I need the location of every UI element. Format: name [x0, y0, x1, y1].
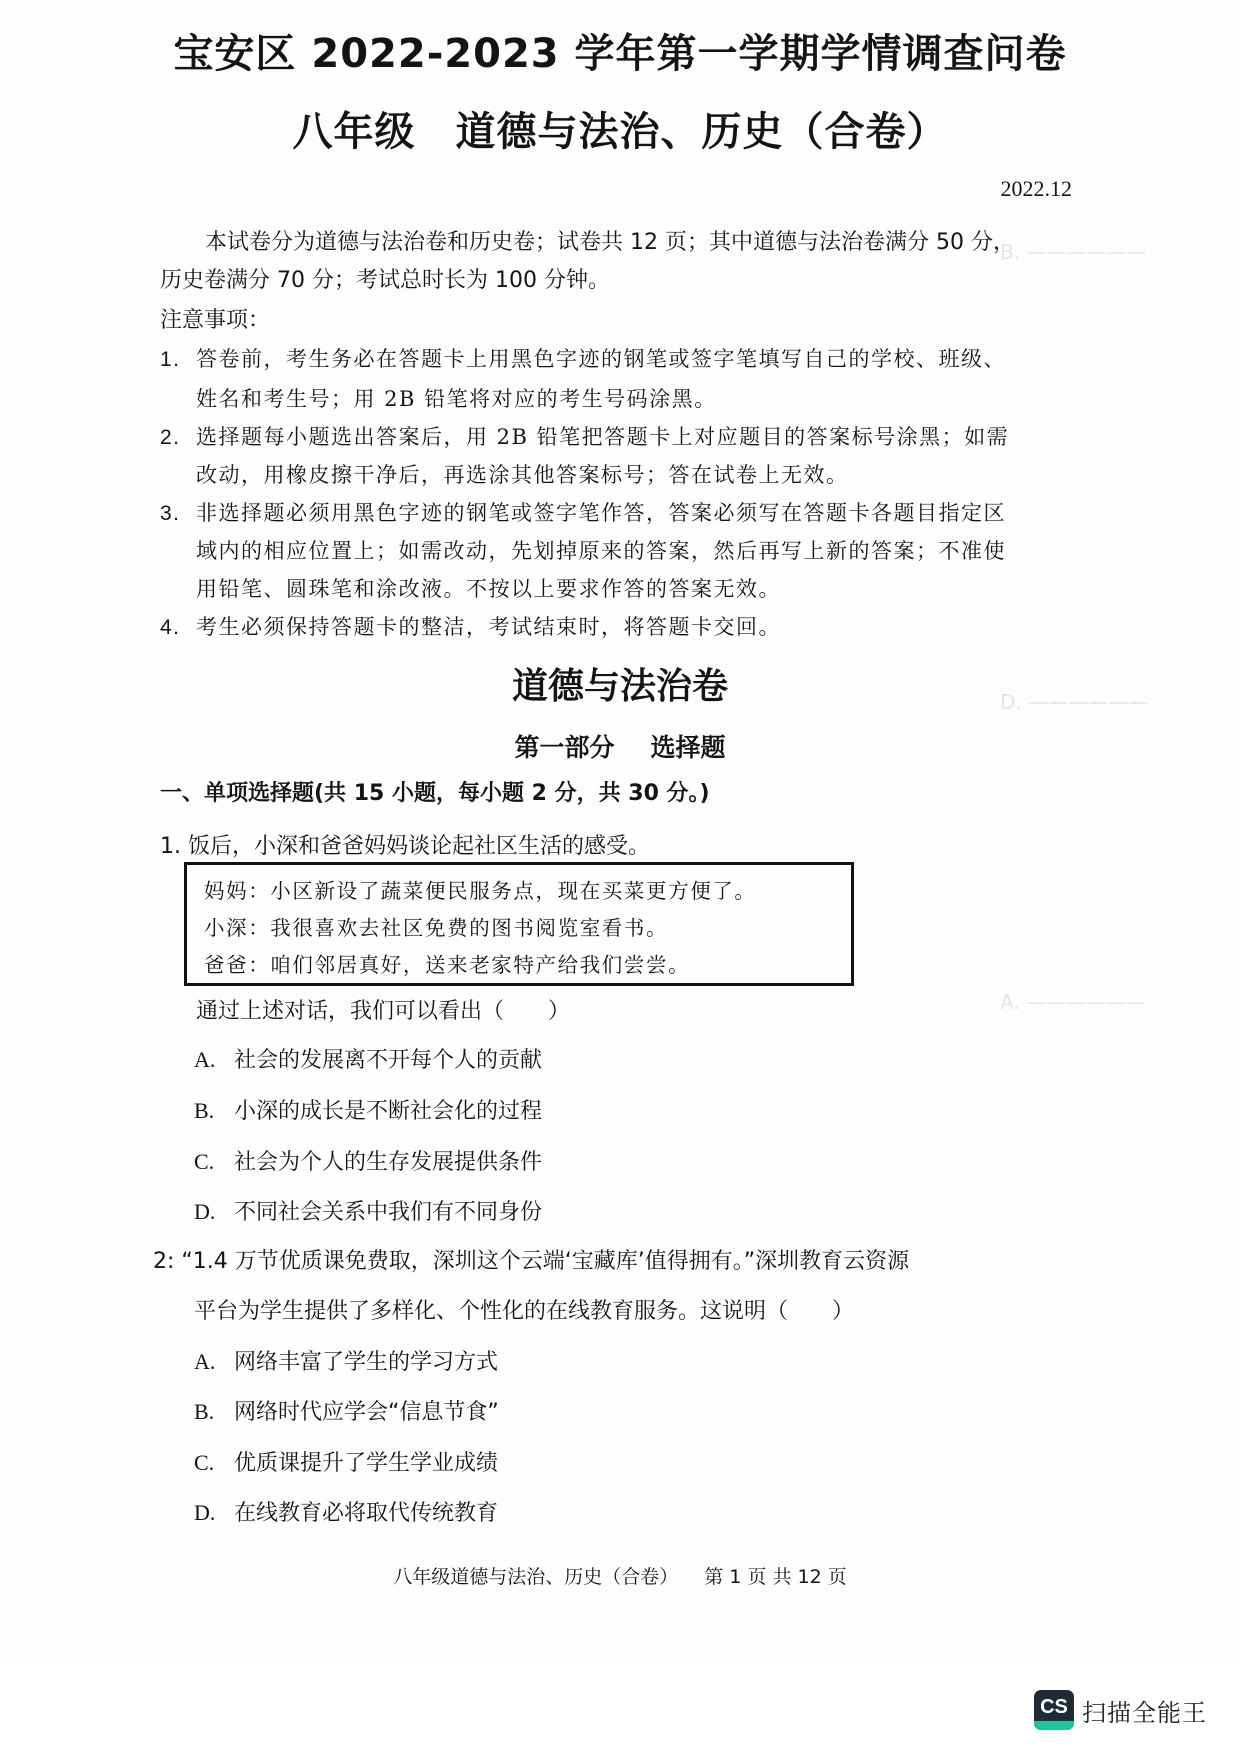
question-2-option-d: D. 在线教育必将取代传统教育: [194, 1500, 499, 1526]
exam-subtitle: [0, 100, 1240, 157]
question-1-prompt: 通过上述对话，我们可以看出（ ）: [196, 999, 571, 1024]
exam-title: 宝安区 2022-2023 学年第一学期学情调查问卷: [173, 31, 1067, 77]
logo-band: [1034, 1721, 1074, 1730]
notice-item-2: 2. 选择题每小题选出答案后，用 2B 铅笔把答题卡上对应题目的答案标号涂黑；如需: [160, 425, 1010, 449]
notice-item-2-cont: 改动，用橡皮擦干净后，再选涂其他答案标号；答在试卷上无效。: [196, 463, 849, 487]
bleed-through-text: D. ——————: [1000, 690, 1149, 714]
question-1-option-c: C. 社会为个人的生存发展提供条件: [194, 1149, 543, 1175]
bleed-through-text: B. ——————: [1000, 240, 1147, 264]
camscanner-app-name: 扫描全能王: [1082, 1698, 1207, 1727]
notice-item-4: 4. 考生必须保持答题卡的整洁，考试结束时，将答题卡交回。: [160, 615, 781, 639]
notice-item-3-cont: 域内的相应位置上；如需改动，先划掉原来的答案，然后再写上新的答案；不准使: [196, 539, 1006, 563]
question-1-option-b: B. 小深的成长是不断社会化的过程: [194, 1098, 543, 1124]
camscanner-logo-icon: CS: [1034, 1690, 1074, 1730]
notice-heading: 注意事项：: [160, 308, 271, 333]
question-1-option-a: A. 社会的发展离不开每个人的贡献: [194, 1047, 543, 1073]
grade-label: 八年级: [292, 109, 416, 155]
dialog-line-mom: 妈妈：小区新设了蔬菜便民服务点，现在买菜更方便了。: [204, 879, 757, 903]
camscanner-watermark: [1034, 1690, 1207, 1730]
question-2-option-c: C. 优质课提升了学生学业成绩: [194, 1450, 499, 1476]
dialog-line-xiaoshen: 小深：我很喜欢去社区免费的图书阅览室看书。: [204, 916, 669, 940]
notice-item-3-cont: 用铅笔、圆珠笔和涂改液。不按以上要求作答的答案无效。: [196, 577, 781, 601]
dialog-line-dad: 爸爸：咱们邻居真好，送来老家特产给我们尝尝。: [204, 953, 691, 977]
intro-line-2: 历史卷满分 70 分；考试总时长为 100 分钟。: [160, 268, 610, 293]
page-footer: [0, 1562, 1240, 1589]
part-title: 第一部分 选择题: [514, 733, 726, 762]
question-type-heading: 一、单项选择题(共 15 小题，每小题 2 分，共 30 分。): [160, 781, 710, 806]
exam-date: 2022.12: [1000, 176, 1072, 201]
question-2-option-a: A. 网络丰富了学生的学习方式: [194, 1349, 499, 1375]
notice-item-3: 3. 非选择题必须用黑色字迹的钢笔或签字笔作答，答案必须写在答题卡各题目指定区: [160, 501, 1006, 525]
subject-label: 道德与法治、历史（合卷）: [455, 109, 948, 155]
footer-page-info: 第 1 页 共 12 页: [704, 1566, 847, 1588]
footer-doc-name: 八年级道德与法治、历史（合卷）: [393, 1566, 679, 1588]
question-2-stem-line-2: 平台为学生提供了多样化、个性化的在线教育服务。这说明（ ）: [194, 1299, 855, 1324]
question-2-stem-line-1: 2: “1.4 万节优质课免费取，深圳这个云端‘宝藏库’值得拥有。”深圳教育云资源: [153, 1249, 910, 1274]
question-1-stem: 1. 饭后，小深和爸爸妈妈谈论起社区生活的感受。: [160, 834, 650, 859]
intro-line-1: 本试卷分为道德与法治卷和历史卷；试卷共 12 页；其中道德与法治卷满分 50 分，: [205, 230, 1015, 255]
question-2-option-b: B. 网络时代应学会“信息节食”: [194, 1399, 499, 1425]
section-title: 道德与法治卷: [511, 666, 728, 707]
bleed-through-text: A. ——————: [1000, 990, 1147, 1014]
notice-item-1: 1. 答卷前，考生务必在答题卡上用黑色字迹的钢笔或签字笔填写自己的学校、班级、: [160, 347, 1006, 371]
notice-item-1-cont: 姓名和考生号；用 2B 铅笔将对应的考生号码涂黑。: [196, 387, 717, 411]
question-1-option-d: D. 不同社会关系中我们有不同身份: [194, 1199, 543, 1225]
